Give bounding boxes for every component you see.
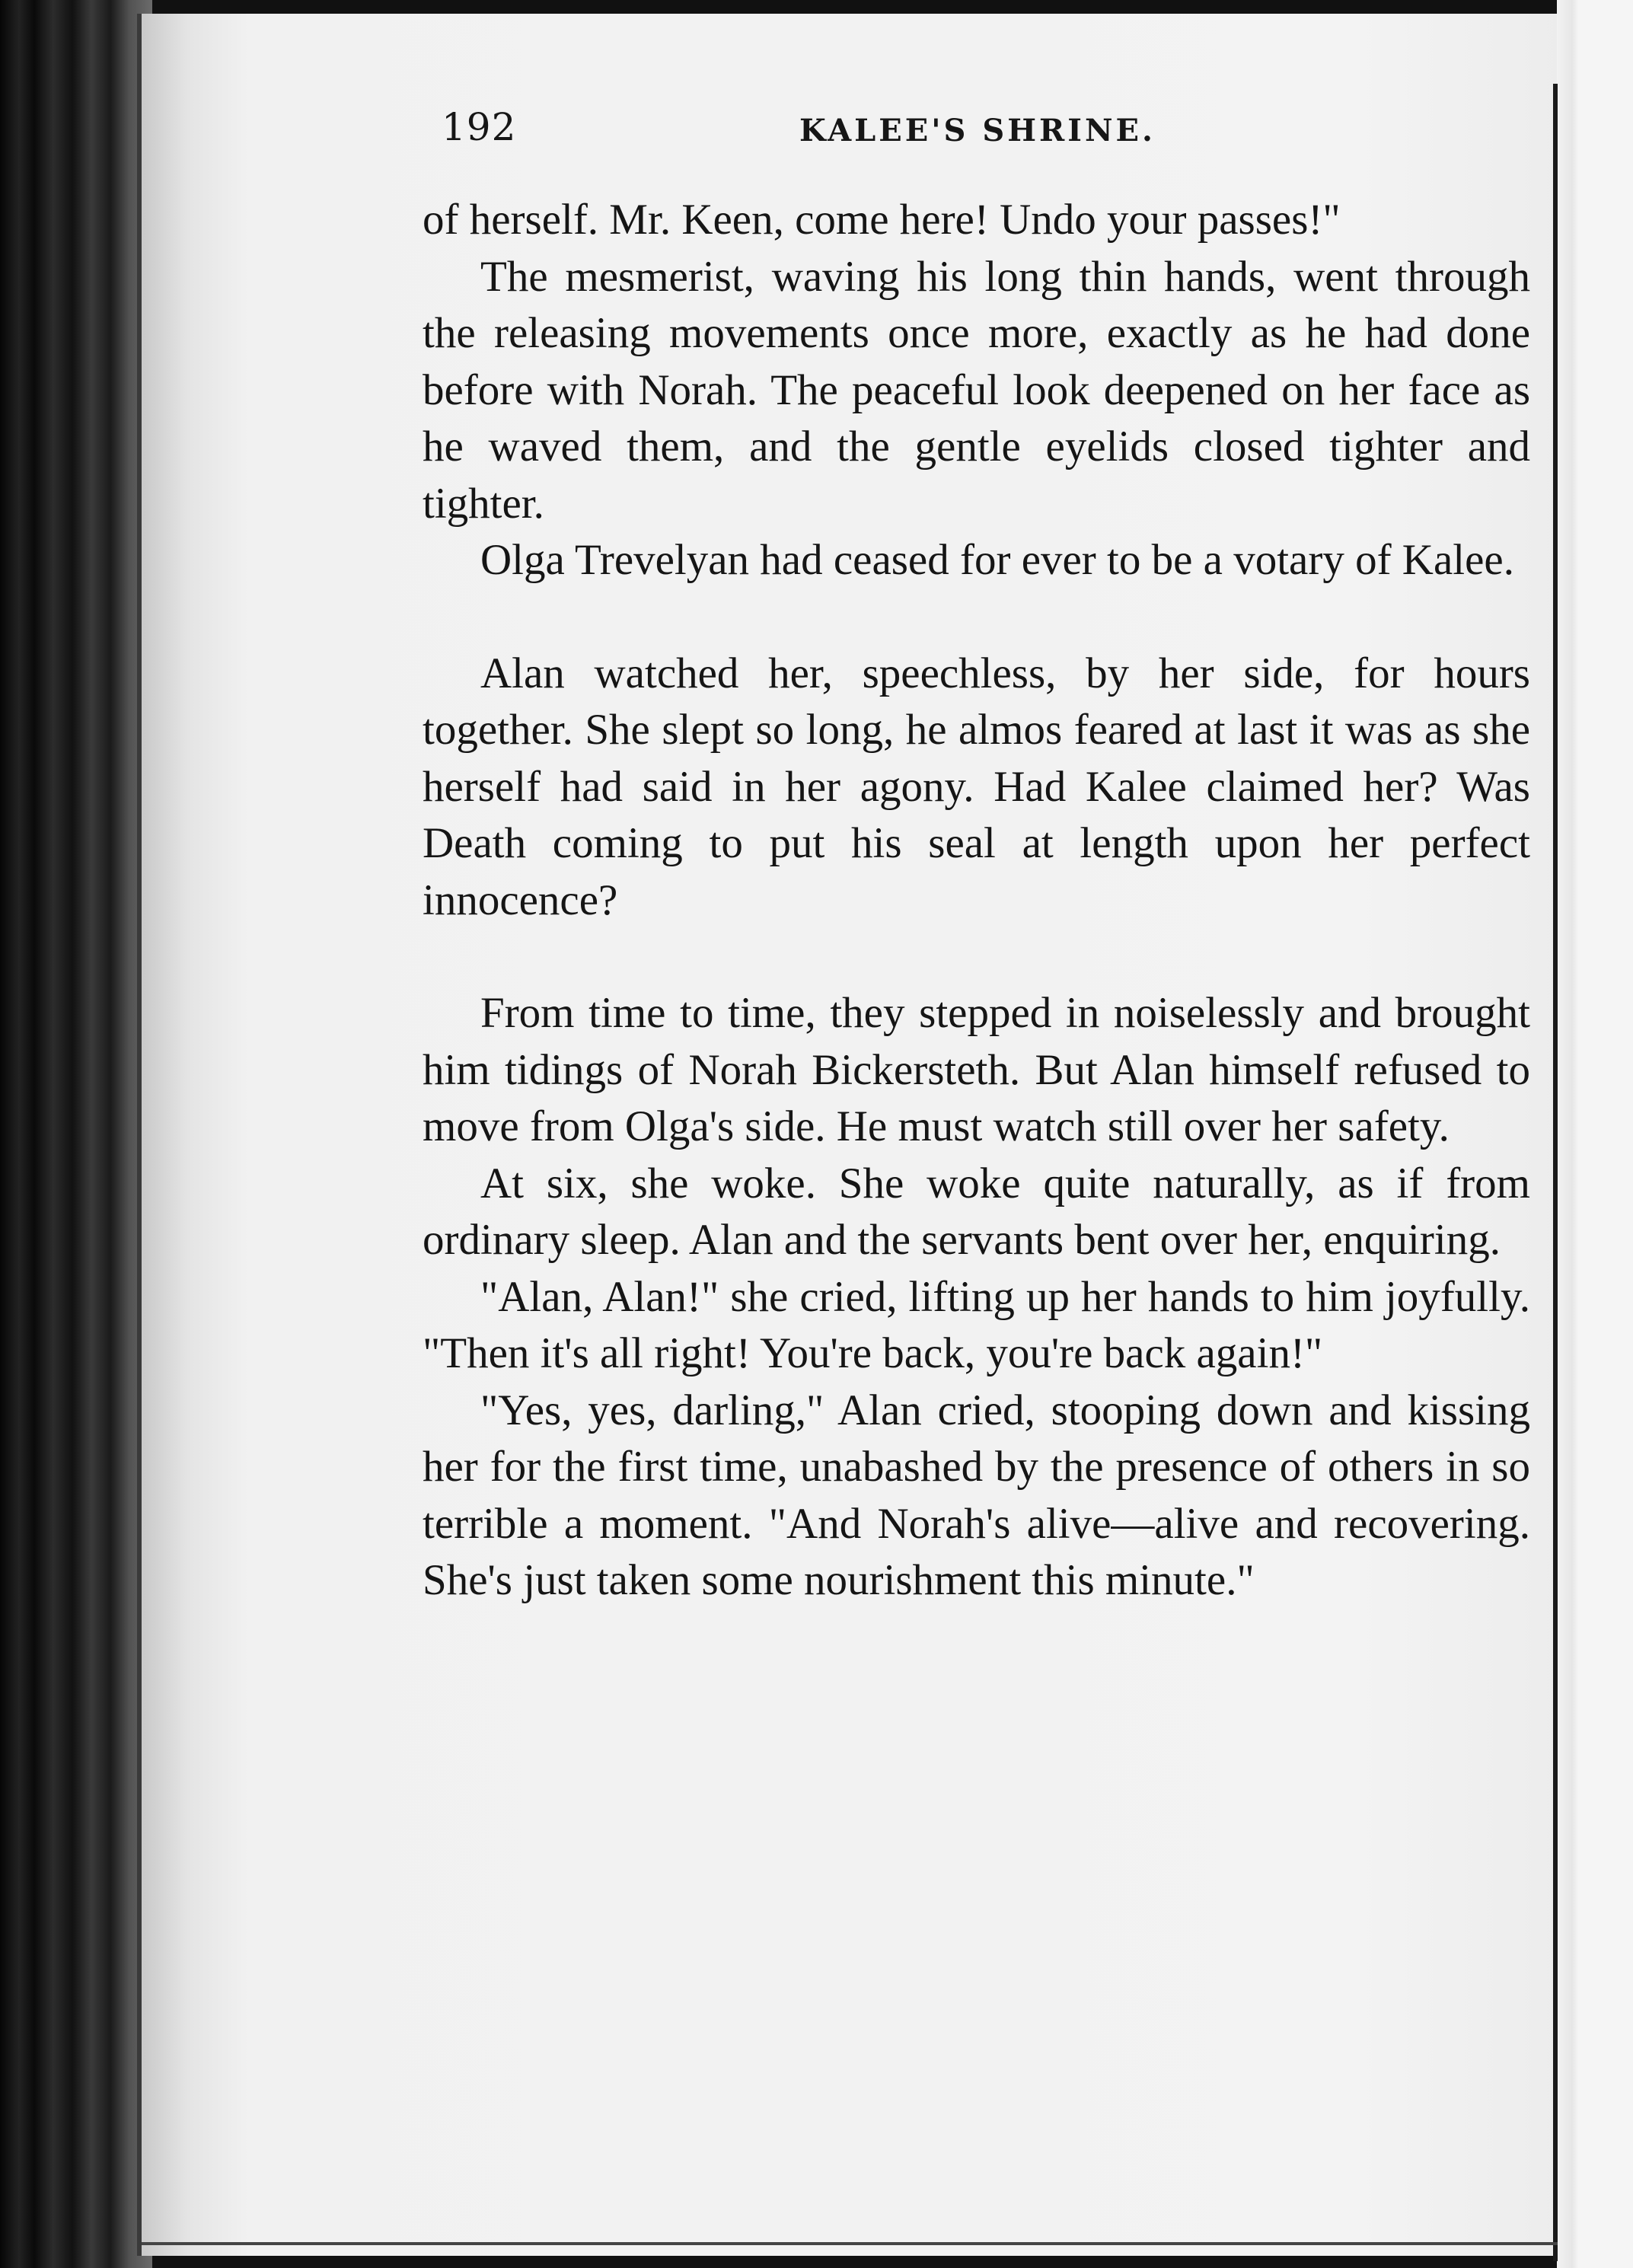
page-bottom-edge: [142, 2242, 1558, 2245]
paragraph: From time to time, they stepped in noiselessly and brought him tidings of Norah Bickersteth. But Alan himself refused to move from Olga's side. He must watch still over her safety.: [423, 989, 1530, 1150]
paragraph: The mesmerist, waving his long thin hands, went through the releasing movements once more, exactly as he had done before with Norah. The peaceful look deepened on her face as he waved them, and the gentle eyelids closed tighter and tighter.: [423, 252, 1530, 528]
book-spine: [0, 0, 152, 2268]
page-header: [442, 105, 1538, 166]
facing-page-edge: [1557, 0, 1633, 2268]
paragraph: of herself. Mr. Keen, come here! Undo your passes!": [423, 196, 1341, 244]
paragraph: Olga Trevelyan had ceased for ever to be a votary of Kalee.: [480, 536, 1514, 584]
paragraph: Alan watched her, speechless, by her side, for hours together. She slept so long, he almos feared at last it was as she herself had said in her agony. Had Kalee claimed her? Was Death coming to put his seal at length upon her perfect innocence?: [423, 649, 1530, 924]
paragraph: "Yes, yes, darling," Alan cried, stooping down and kissing her for the first time, unabashed by the presence of others in so terrible a moment. "And Norah's alive—alive and recovering. She's just taken some nourishment this minute.": [423, 1386, 1530, 1604]
paragraph: At six, she woke. She woke quite naturally, as if from ordinary sleep. Alan and the servants bent over her, enquiring.: [423, 1159, 1530, 1264]
running-head: KALEE'S SHRINE.: [799, 113, 1156, 148]
body-text: [423, 192, 1530, 1609]
page-edge-line: [1553, 84, 1558, 2261]
page-number: 192: [442, 105, 517, 149]
paragraph: "Alan, Alan!" she cried, lifting up her hands to him joyfully. "Then it's all right! You're back, you're back again!": [423, 1272, 1530, 1377]
